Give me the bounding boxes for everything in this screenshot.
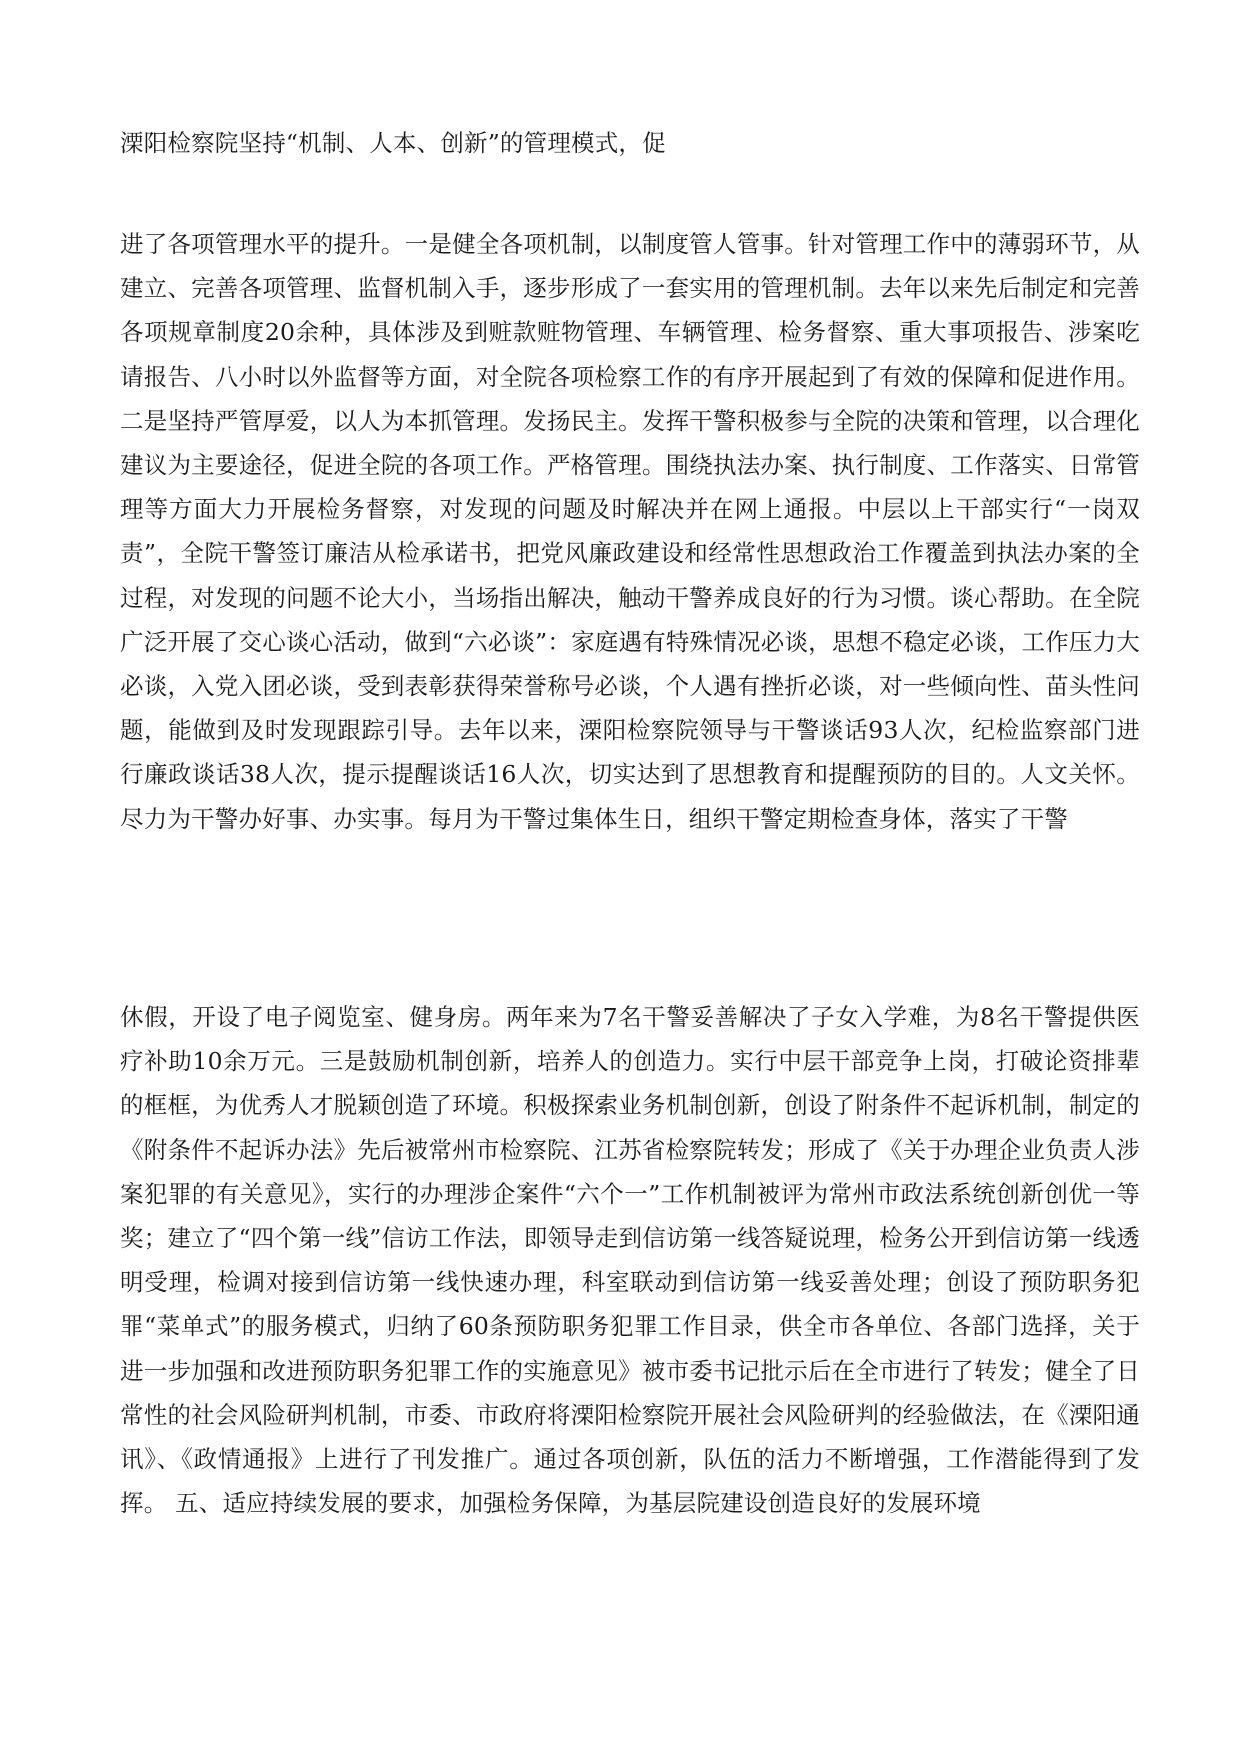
paragraph-innovation: 休假，开设了电子阅览室、健身房。两年来为7名干警妥善解决了子女入学难，为8名干警提供医疗补助10余万元。三是鼓励机制创新，培养人的创造力。实行中层干部竞争上岗，打破论资排辈的框框，为优秀人才脱颖创造了环境。积极探索业务机制创新，创设了附条件不起诉机制，制定的《附条件不起诉办法》先后被常州市检察院、江苏省检察院转发；形成了《关于办理企业负责人涉案犯罪的有关意见》，实行的办理涉企案件“六个一”工作机制被评为常州市政法系统创新创优一等奖；建立了“四个第一线”信访工作法，即领导走到信访第一线答疑说理，检务公开到信访第一线透明受理，检调对接到信访第一线快速办理，科室联动到信访第一线妥善处理；创设了预防职务犯罪“菜单式”的服务模式，归纳了60条预防职务犯罪工作目录，供全市各单位、各部门选择，关于进一步加强和改进预防职务犯罪工作的实施意见》被市委书记批示后在全市进行了转发；健全了日常性的社会风险研判机制，市委、市政府将溧阳检察院开展社会风险研判的经验做法，在《溧阳通讯》、《政情通报》上进行了刊发推广。通过各项创新，队伍的活力不断增强，工作潜能得到了发挥。 五、适应持续发展的要求，加强检务保障，为基层院建设创造良好的发展环境	[120, 1003, 1140, 1518]
paragraph-management: 进了各项管理水平的提升。一是健全各项机制，以制度管人管事。针对管理工作中的薄弱环节，从建立、完善各项管理、监督机制入手，逐步形成了一套实用的管理机制。去年以来先后制定和完善各项规章制度20余种，具体涉及到赃款赃物管理、车辆管理、检务督察、重大事项报告、涉案吃请报告、八小时以外监督等方面，对全院各项检察工作的有序开展起到了有效的保障和促进作用。二是坚持严管厚爱，以人为本抓管理。发扬民主。发挥干警积极参与全院的决策和管理，以合理化建议为主要途径，促进全院的各项工作。严格管理。围绕执法办案、执行制度、工作落实、日常管理等方面大力开展检务督察，对发现的问题及时解决并在网上通报。中层以上干部实行“一岗双责”，全院干警签订廉洁从检承诺书，把党风廉政建设和经常性思想政治工作覆盖到执法办案的全过程，对发现的问题不论大小，当场指出解决，触动干警养成良好的行为习惯。谈心帮助。在全院广泛开展了交心谈心活动，做到“六必谈”：家庭遇有特殊情况必谈，思想不稳定必谈，工作压力大必谈，入党入团必谈，受到表彰获得荣誉称号必谈，个人遇有挫折必谈，对一些倾向性、苗头性问题，能做到及时发现跟踪引导。去年以来，溧阳检察院领导与干警谈话93人次，纪检监察部门进行廉政谈话38人次，提示提醒谈话16人次，切实达到了思想教育和提醒预防的目的。人文关怀。尽力为干警办好事、办实事。每月为干警过集体生日，组织干警定期检查身体，落实了干警	[120, 230, 1140, 833]
paragraph-intro: 溧阳检察院坚持“机制、人本、创新”的管理模式，促	[120, 129, 666, 157]
